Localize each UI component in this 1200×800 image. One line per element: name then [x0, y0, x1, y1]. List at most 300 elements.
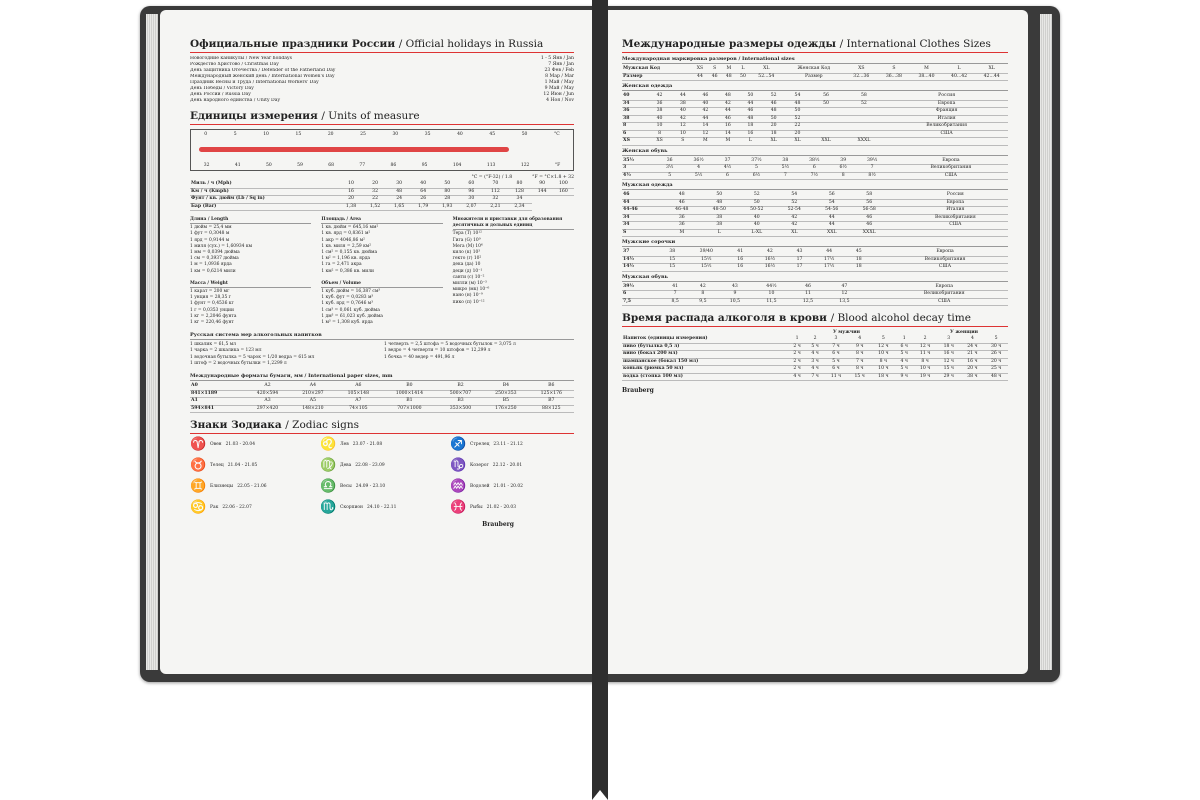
table-cell: 3 — [824, 336, 848, 343]
table-cell: XS — [622, 138, 647, 146]
prefix-title: Множители и приставки для образования десятичных и дольных единиц — [453, 217, 574, 230]
table-cell: A2 — [245, 383, 290, 390]
fahrenheit-formula: °F = °C×1.8 + 32 — [532, 175, 574, 180]
table-cell: 2 — [913, 336, 937, 343]
units-row — [190, 196, 574, 204]
table-cell: 74×105 — [336, 405, 381, 413]
women-clothes-table — [622, 93, 1008, 146]
table-cell: 6 — [715, 172, 740, 180]
table-cell: 20 ч — [984, 358, 1008, 366]
women-row — [622, 115, 1008, 123]
table-cell: 48 — [701, 199, 738, 207]
table-cell: 40 — [738, 222, 775, 230]
alcohol-section — [622, 312, 1008, 394]
units-row — [190, 181, 574, 188]
women-shoes-table — [622, 158, 1008, 181]
table-cell: 160 — [553, 188, 574, 196]
table-cell: 42 — [776, 214, 813, 222]
table-cell: 18 ч — [872, 373, 896, 381]
table-cell: 30 ч — [984, 343, 1008, 351]
table-cell: 48 ч — [984, 373, 1008, 381]
table-cell — [809, 123, 842, 131]
holiday-name: День защитника Отечества / Defender of the Fatherland Day — [190, 68, 336, 73]
table-cell: 88×125 — [529, 405, 574, 413]
table-cell: 34 — [507, 196, 531, 204]
table-cell: 20 — [339, 196, 363, 204]
alcohol-row — [622, 373, 1008, 381]
table-cell: 25 ч — [984, 366, 1008, 374]
table-cell: 96 — [459, 188, 483, 196]
women-row — [622, 108, 1008, 116]
zodiac-item — [320, 437, 444, 452]
alcohol-row — [622, 366, 1008, 374]
table-cell: 17 — [788, 256, 811, 264]
prefix-item: Мега (M) 10⁶ — [452, 243, 483, 249]
table-cell: 38...40 — [910, 73, 943, 81]
celsius-tick: 30 — [392, 132, 399, 137]
table-cell: XXL — [813, 229, 850, 237]
zodiac-item — [450, 479, 574, 494]
holiday-row — [190, 98, 574, 104]
table-cell: 6½ — [740, 172, 773, 180]
table-cell: XL — [776, 229, 813, 237]
table-cell: 16 — [717, 123, 740, 131]
table-cell: Европа — [903, 199, 1008, 207]
table-cell: пиво (бутылка 0,5 л) — [622, 343, 788, 351]
table-cell: 52 — [786, 115, 810, 123]
table-cell: Великобритания — [882, 256, 1008, 264]
zodiac-dates: 22.06 - 22.07 — [222, 505, 252, 511]
zodiac-grid — [190, 437, 574, 515]
table-cell: 12 ч — [872, 343, 896, 351]
table-cell: XXL — [809, 138, 842, 146]
zodiac-icon: ♓ — [450, 500, 467, 516]
table-cell: A5 — [290, 398, 335, 406]
table-cell — [809, 130, 842, 138]
table-cell: 4 ч — [788, 373, 806, 381]
table-cell: 36 — [622, 108, 647, 116]
table-cell: 8,5 — [661, 298, 689, 306]
table-cell: B0 — [381, 383, 438, 390]
table-cell: 7½ — [798, 172, 831, 180]
prefix-item: пико (п) 10⁻¹² — [452, 299, 485, 305]
celsius-tick: 35 — [424, 132, 431, 137]
table-cell: 10 — [647, 123, 671, 131]
table-cell: 47 — [826, 284, 862, 291]
zodiac-icon: ♐ — [450, 437, 467, 453]
volume-item: 1 куб. дюйм = 16,387 см³ — [321, 289, 381, 295]
table-cell: 8 ч — [848, 366, 872, 374]
zodiac-name: Рак — [210, 505, 219, 511]
table-cell: 44 — [739, 100, 762, 108]
table-cell: 39½ — [622, 284, 661, 291]
table-cell: 64 — [411, 188, 435, 196]
celsius-ticks — [191, 132, 573, 137]
table-cell: 22 — [363, 196, 387, 204]
table-cell: коньяк (рюмка 50 мл) — [622, 366, 788, 374]
table-cell: 3 ч — [806, 358, 824, 366]
table-cell: Бар (Bar) — [190, 203, 339, 211]
table-cell: M — [663, 229, 700, 237]
russian-measure-item: 1 шкалик = 61,5 мл — [190, 342, 236, 348]
holiday-name: Праздник Весны и Труда / International Workers' Day — [190, 80, 319, 85]
table-cell: 2 ч — [788, 343, 806, 351]
table-cell: 50 — [786, 108, 810, 116]
zodiac-dates: 22.12 - 20.01 — [492, 463, 523, 469]
table-cell: 18 — [739, 123, 762, 131]
table-cell: 8 — [831, 172, 856, 180]
brand-logo-right: Brauberg — [622, 387, 654, 394]
area-column — [321, 217, 442, 326]
fahrenheit-tick: 32 — [203, 163, 210, 168]
zodiac-icon: ♎ — [320, 479, 337, 495]
table-cell: 56-58 — [850, 207, 887, 215]
table-cell: 6 — [622, 130, 647, 138]
celsius-tick: 0 — [204, 132, 208, 137]
table-cell — [843, 115, 886, 123]
length-item: 1 дюйм = 25,4 мм — [190, 225, 232, 231]
zodiac-heading: Знаки Зодиака / Zodiac signs — [190, 419, 574, 434]
table-cell: Россия — [885, 93, 1008, 100]
conversion-columns — [190, 217, 574, 326]
alcohol-decay-table — [622, 336, 1008, 381]
table-cell: 17½ — [811, 256, 847, 264]
table-cell: 8 — [689, 291, 717, 299]
table-cell: 18 — [847, 264, 870, 272]
table-cell — [843, 130, 886, 138]
table-cell: 5½ — [773, 165, 798, 173]
table-cell: 14 — [717, 130, 740, 138]
table-cell: 7 — [856, 165, 889, 173]
table-cell: 46 — [663, 199, 700, 207]
table-cell: 40 — [622, 93, 647, 100]
table-cell: XS — [692, 66, 707, 73]
table-cell: 13,5 — [826, 298, 862, 306]
table-cell: 7 — [773, 172, 798, 180]
table-cell: 80 — [507, 181, 531, 188]
intl-row — [622, 66, 1008, 73]
celsius-tick: 5 — [233, 132, 237, 137]
zodiac-icon: ♑ — [450, 458, 467, 474]
length-item: 1 фут = 0,3048 м — [190, 231, 230, 237]
table-cell: 20 — [363, 181, 387, 188]
zodiac-section — [190, 419, 574, 528]
table-cell: 12 ч — [913, 343, 937, 351]
table-cell: 20 ч — [961, 366, 985, 374]
table-cell: 24 — [387, 196, 411, 204]
table-cell: 41 — [661, 284, 689, 291]
table-cell: 36 — [647, 100, 671, 108]
zodiac-icon: ♈ — [190, 437, 207, 453]
table-cell: 50 — [738, 199, 775, 207]
area-item: 1 кв. ярд = 0,8361 м² — [321, 231, 371, 237]
table-cell — [809, 115, 842, 123]
table-cell: 52...54 — [750, 73, 783, 81]
table-cell: 2,07 — [459, 203, 483, 211]
length-item: 1 км = 0,6214 мили — [190, 268, 236, 274]
bookmark-ribbon[interactable] — [592, 0, 608, 800]
table-cell: 37½ — [740, 158, 773, 165]
table-cell: 17 — [788, 264, 811, 272]
table-cell: 7,5 — [622, 298, 661, 306]
fahrenheit-tick: 59 — [297, 163, 303, 168]
table-cell: 44 — [672, 93, 695, 100]
women-shoes-row — [622, 158, 1008, 165]
table-cell: 16½ — [752, 264, 788, 272]
table-cell: Размер — [783, 73, 845, 81]
table-cell: 6 — [798, 165, 831, 173]
table-cell: S — [672, 138, 695, 146]
table-cell — [903, 229, 1008, 237]
thermometer-scale — [190, 129, 574, 171]
thermometer-bar — [199, 147, 509, 152]
prefix-item: нано (н) 10⁻⁹ — [452, 293, 483, 299]
table-cell: 105×148 — [336, 390, 381, 398]
table-cell: США — [882, 264, 1008, 272]
paper-row — [190, 390, 574, 398]
table-cell: 60 — [459, 181, 483, 188]
table-cell: 44 — [622, 199, 663, 207]
zodiac-dates: 23.11 - 21.12 — [493, 442, 523, 448]
table-cell: XXXL — [843, 138, 886, 146]
table-cell: Великобритания — [885, 123, 1008, 131]
table-cell: 46 — [762, 100, 786, 108]
table-cell: 1 — [788, 336, 806, 343]
table-cell: 8 ч — [913, 358, 937, 366]
russian-measure-item: 1 чарка = 2 шкалика = 123 мл — [190, 348, 262, 354]
men-shoes-row — [622, 298, 1008, 306]
table-cell: 20 — [786, 130, 810, 138]
women-row — [622, 93, 1008, 100]
table-cell: 8 — [647, 130, 671, 138]
paper-row — [190, 398, 574, 406]
table-cell: 36 — [663, 222, 700, 230]
table-cell: 9 ч — [895, 373, 913, 381]
table-cell: 4 — [682, 165, 715, 173]
zodiac-item — [320, 479, 444, 494]
table-cell: 80 — [435, 188, 459, 196]
shirts-row — [622, 264, 1008, 272]
table-cell: 52 — [738, 192, 775, 199]
table-cell: 16 — [729, 264, 752, 272]
table-cell: 30 — [459, 196, 483, 204]
table-cell: 24 ч — [961, 343, 985, 351]
table-cell: 52-54 — [776, 207, 813, 215]
zodiac-name: Весы — [340, 484, 352, 490]
table-cell: 10 ч — [913, 366, 937, 374]
length-item: 1 см = 0,3937 дюйма — [190, 256, 239, 262]
women-row — [622, 138, 1008, 146]
table-cell: 19 ч — [913, 373, 937, 381]
women-clothes-title: Женская одежда — [622, 83, 1008, 91]
volume-item: 1 куб. фут = 0,0283 м³ — [321, 295, 374, 301]
table-cell: США — [885, 130, 1008, 138]
shirts-row — [622, 256, 1008, 264]
clothes-section — [622, 38, 1008, 306]
table-cell: XL — [975, 66, 1008, 73]
table-cell: 40 — [738, 214, 775, 222]
table-cell: 32 — [363, 188, 387, 196]
table-cell: 16 — [739, 130, 762, 138]
zodiac-name: Дева — [340, 463, 352, 469]
clothes-heading: Международные размеры одежды / International Clothes Sizes — [622, 38, 1008, 53]
table-cell: 35½ — [622, 158, 657, 165]
table-cell: 14½ — [622, 264, 661, 272]
table-cell: 15 — [661, 256, 684, 264]
table-cell: 42...44 — [975, 73, 1008, 81]
table-cell: 50 — [739, 93, 762, 100]
table-cell: 1,65 — [387, 203, 411, 211]
table-cell: 125×176 — [529, 390, 574, 398]
table-cell: A7 — [336, 398, 381, 406]
table-cell: 14½ — [622, 256, 661, 264]
table-cell: 128 — [507, 188, 531, 196]
table-cell: XS — [647, 138, 671, 146]
table-cell: L — [943, 66, 976, 73]
alcohol-row — [622, 343, 1008, 351]
men-shoes-title: Мужская обувь — [622, 274, 1008, 282]
zodiac-icon: ♋ — [190, 500, 207, 516]
prefix-item: Гига (G) 10⁹ — [452, 237, 481, 243]
celsius-tick: °C — [554, 132, 560, 137]
units-section — [190, 110, 574, 211]
russian-measure-item: 1 штоф = 2 водочных бутылки = 1,2299 л — [190, 360, 287, 366]
celsius-tick: 25 — [360, 132, 366, 137]
table-cell: S — [878, 66, 911, 73]
table-cell: 12,5 — [790, 298, 826, 306]
russian-measures-title: Русская система мер алкогольных напитков — [190, 332, 574, 340]
holiday-date: 4 Ноя / Nov — [546, 98, 574, 103]
table-cell: 594×841 — [190, 405, 245, 413]
table-cell: 11,5 — [753, 298, 790, 306]
table-cell: 48 — [722, 73, 736, 81]
table-cell: L — [739, 138, 762, 146]
holiday-date: 8 Мар / Mar — [545, 74, 574, 79]
table-cell: 39 — [831, 158, 856, 165]
fahrenheit-tick: 113 — [486, 163, 496, 168]
table-cell: 2,21 — [483, 203, 507, 211]
table-cell: 1 — [895, 336, 913, 343]
zodiac-icon: ♒ — [450, 479, 467, 495]
table-cell: 22 — [786, 123, 810, 131]
zodiac-item — [190, 500, 314, 515]
women-row — [622, 123, 1008, 131]
table-cell: 38 — [661, 249, 684, 256]
russian-measure-item: 1 четверть = 2,5 штофа = 5 водочных бутылок = 3,075 л — [384, 342, 516, 348]
table-cell: 7 ч — [848, 358, 872, 366]
fahrenheit-ticks — [191, 163, 573, 168]
table-cell: 34 — [622, 222, 663, 230]
table-cell: 42 — [776, 222, 813, 230]
women-shoes-row — [622, 172, 1008, 180]
table-cell: 16 — [339, 188, 363, 196]
table-cell: 210×297 — [290, 390, 335, 398]
table-cell: 841×1189 — [190, 390, 245, 398]
table-cell: 21 ч — [961, 351, 985, 359]
table-cell: 18 — [847, 256, 870, 264]
table-cell: 38 — [701, 222, 738, 230]
table-cell: 39/40 — [684, 249, 729, 256]
men-row — [622, 229, 1008, 237]
paper-sizes-title: Международные форматы бумаги, мм / International paper sizes, mm — [190, 373, 574, 381]
table-cell: 6 ч — [824, 366, 848, 374]
table-cell: L — [701, 229, 738, 237]
table-cell: 44½ — [753, 284, 790, 291]
mass-item: 1 карат = 200 мг — [190, 289, 230, 295]
table-cell: 43 — [788, 249, 811, 256]
table-cell: 70 — [483, 181, 507, 188]
zodiac-name: Скорпион — [340, 505, 363, 511]
men-shirts-title: Мужские сорочки — [622, 239, 1008, 247]
table-cell: Италия — [903, 207, 1008, 215]
table-cell: 46 — [708, 73, 722, 81]
table-cell: 56 — [809, 93, 842, 100]
men-row — [622, 214, 1008, 222]
table-cell: 38 — [701, 214, 738, 222]
prefix-item: дека (да) 10 — [452, 262, 481, 268]
men-shoes-table — [622, 284, 1008, 307]
table-cell: XL — [750, 66, 783, 73]
russian-measure-item: 1 ведро = 4 четверти = 10 штофов = 12,299 л — [384, 348, 491, 354]
area-item: 1 см² = 0,155 кв. дюйма — [321, 250, 378, 256]
table-cell: 12 ч — [937, 358, 961, 366]
table-cell — [885, 138, 1008, 146]
zodiac-item — [450, 437, 574, 452]
table-cell: 48 — [663, 192, 700, 199]
table-cell: 38½ — [798, 158, 831, 165]
celsius-tick: 20 — [327, 132, 334, 137]
table-cell: 44 — [692, 73, 707, 81]
table-cell: 50 — [701, 192, 738, 199]
area-item: 1 кв. миля = 2,59 км² — [321, 243, 371, 249]
table-cell: 5 — [740, 165, 773, 173]
table-cell: 37 — [715, 158, 740, 165]
mass-item: 1 кг = 220,46 фунт — [190, 320, 234, 326]
table-cell: 48 — [387, 188, 411, 196]
table-cell: 16 ч — [961, 358, 985, 366]
table-cell: 38 — [647, 108, 671, 116]
area-item: 1 га = 2,471 акра — [321, 262, 362, 268]
table-cell: 297×420 — [245, 405, 290, 413]
paper-row — [190, 383, 574, 390]
table-cell: 16 ч — [937, 351, 961, 359]
table-cell: 16½ — [752, 256, 788, 264]
table-cell: A6 — [336, 383, 381, 390]
table-cell: Европа — [894, 158, 1008, 165]
table-cell: 44 — [813, 222, 850, 230]
women-row — [622, 100, 1008, 108]
table-cell: 46 — [790, 284, 826, 291]
fahrenheit-tick: 50 — [265, 163, 272, 168]
table-cell: 32 — [483, 196, 507, 204]
zodiac-icon: ♍ — [320, 458, 337, 474]
holiday-date: 23 Фев / Feb — [544, 68, 574, 73]
men-row — [622, 222, 1008, 230]
intl-sizes-title: Международная маркировка размеров / International sizes — [622, 56, 1008, 64]
table-cell: 10 ч — [872, 366, 896, 374]
table-cell: 10 — [753, 291, 790, 299]
table-cell: B6 — [529, 383, 574, 390]
table-cell: M — [717, 138, 740, 146]
table-cell: 3 — [937, 336, 961, 343]
length-item: 1 ярд = 0,9144 м — [190, 237, 230, 243]
table-cell: B7 — [529, 398, 574, 406]
table-cell: 4 — [848, 336, 872, 343]
volume-title: Объем / Volume — [321, 281, 442, 288]
table-cell: 18 ч — [937, 343, 961, 351]
table-cell: 8 ч — [848, 351, 872, 359]
volume-item: 1 м³ = 1,308 куб. ярда — [321, 320, 373, 326]
